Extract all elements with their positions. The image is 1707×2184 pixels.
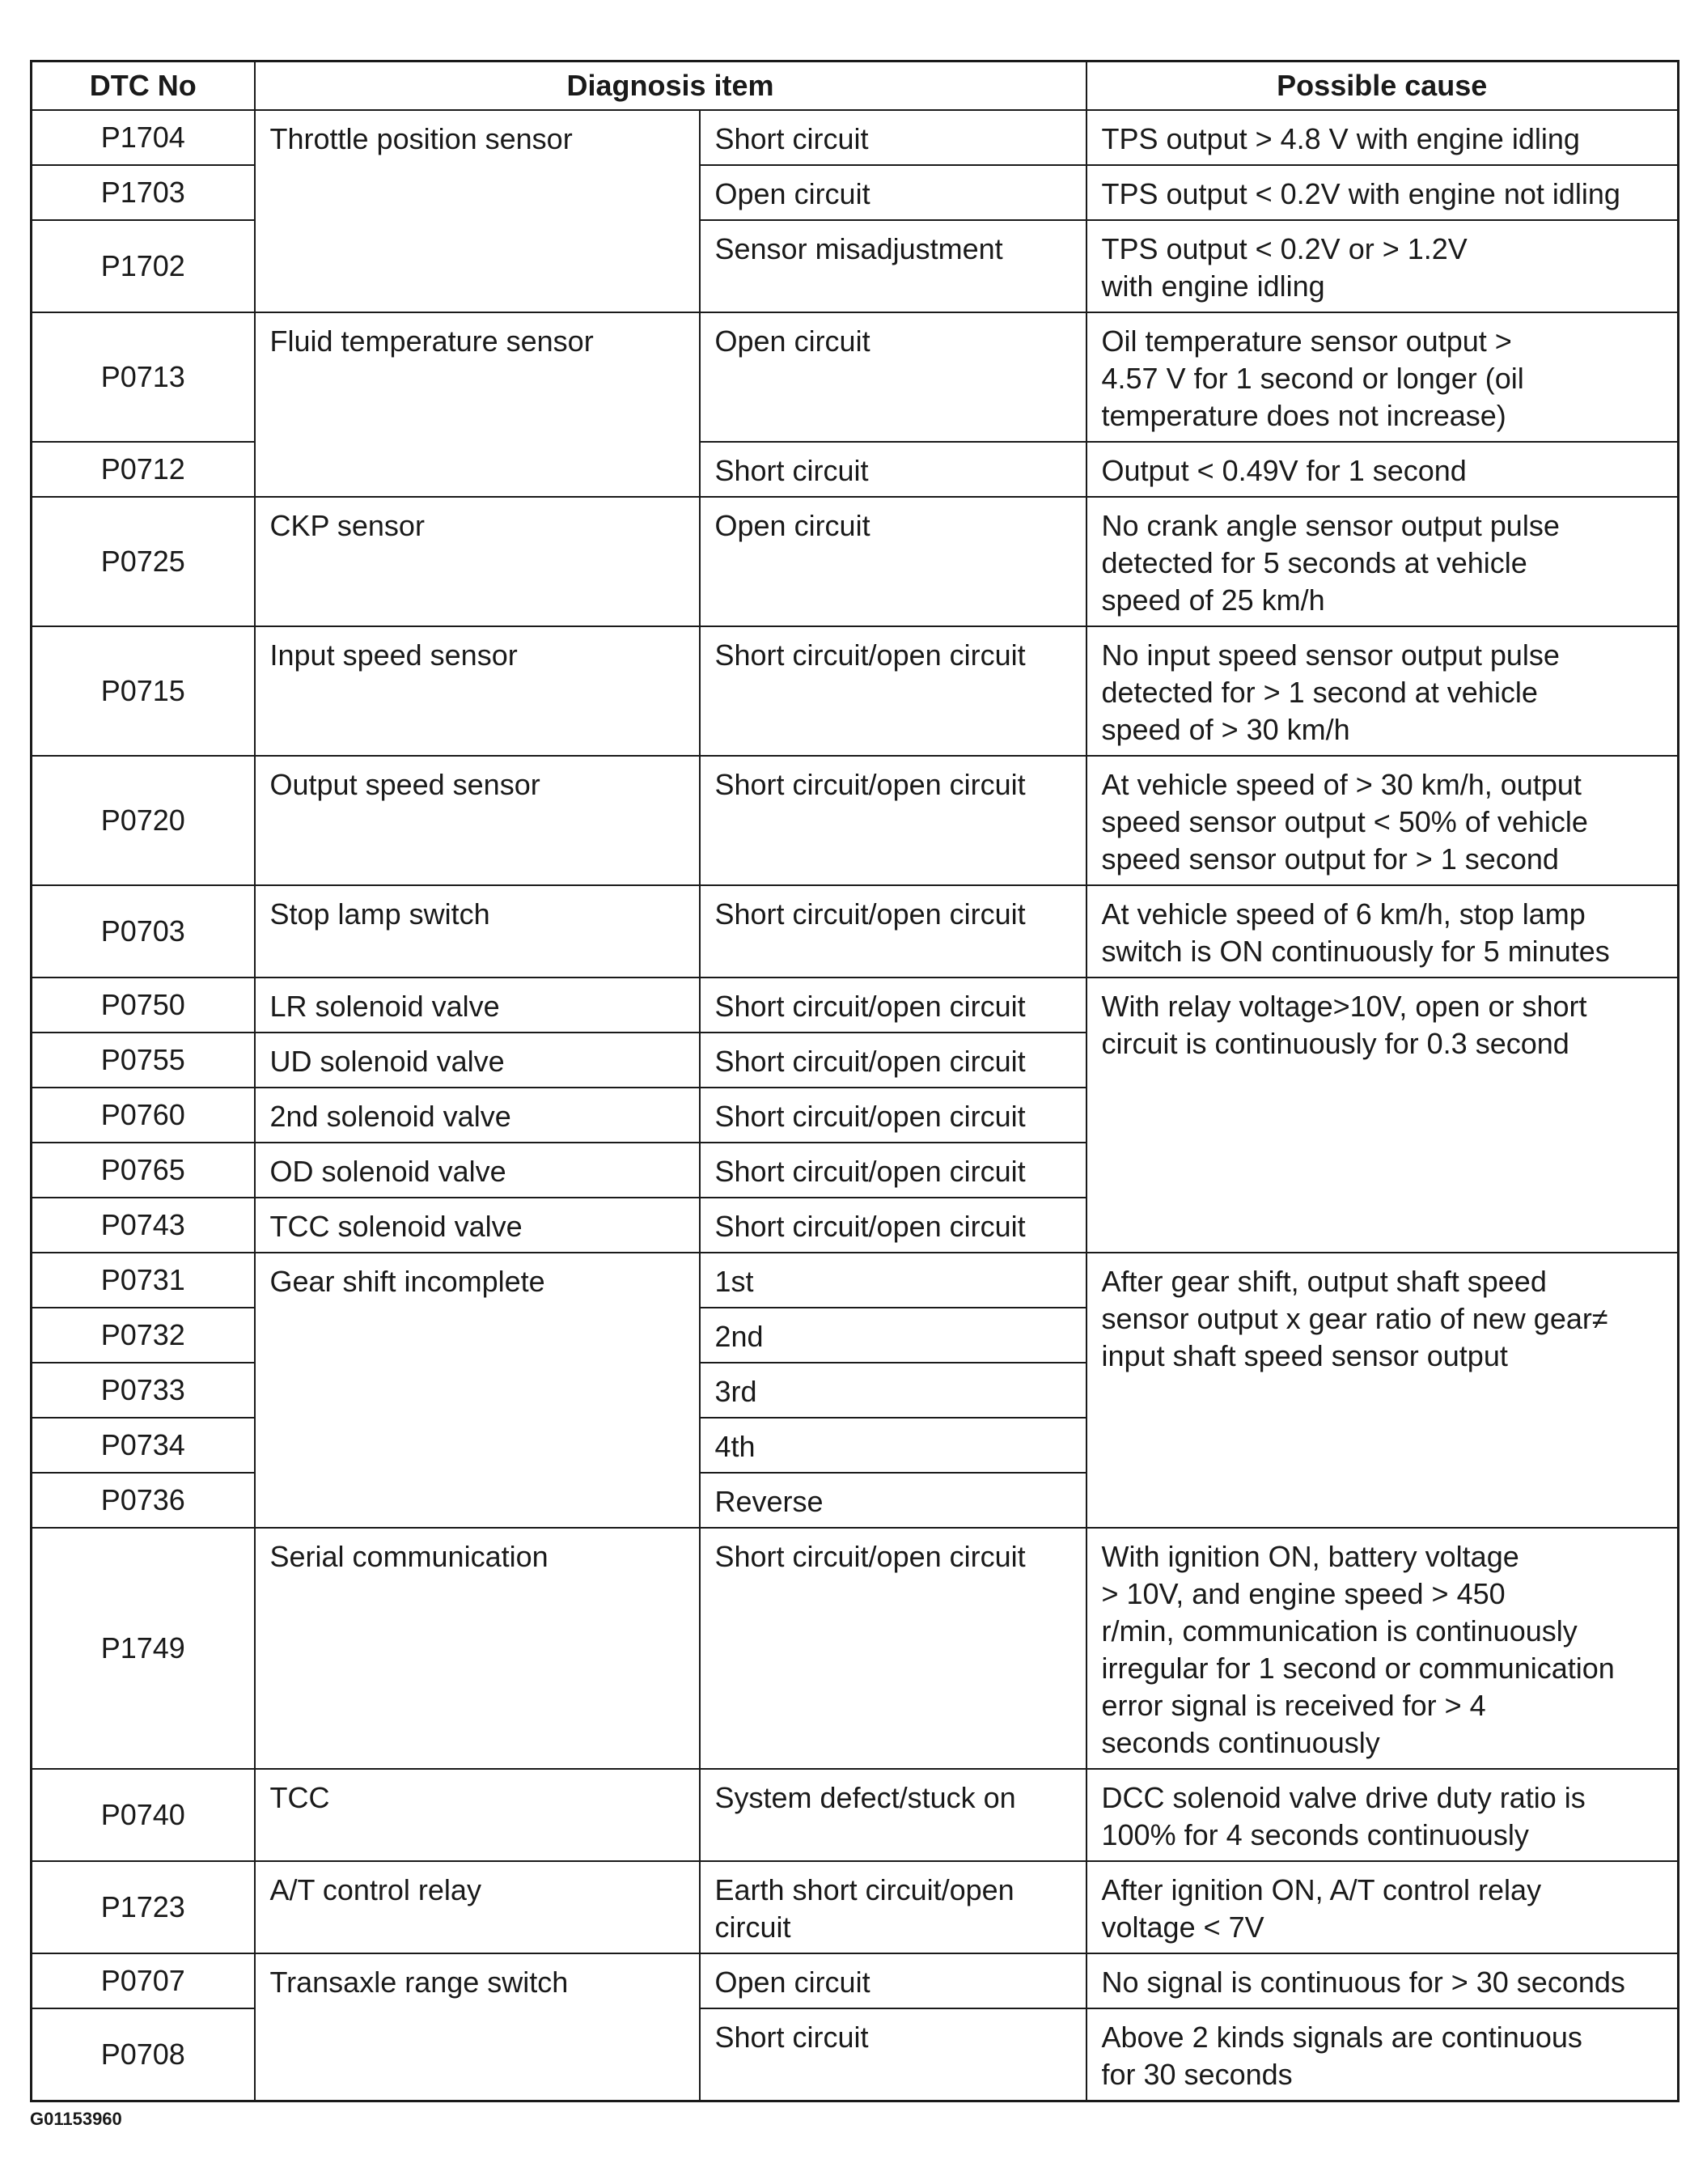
diagnosis-item-cell: Throttle position sensor [255,110,700,312]
possible-cause-cell: No input speed sensor output pulse detected for > 1 second at vehicle speed of > 30 km/h [1086,626,1679,756]
diagnosis-detail-cell: Short circuit [700,2008,1086,2101]
possible-cause-cell: At vehicle speed of 6 km/h, stop lamp switch is ON continuously for 5 minutes [1086,885,1679,977]
possible-cause-cell: Oil temperature sensor output > 4.57 V for 1 second or longer (oil temperature does not increase) [1086,312,1679,442]
dtc-code-cell: P1749 [32,1528,255,1769]
dtc-code-cell: P0708 [32,2008,255,2101]
possible-cause-cell: Output < 0.49V for 1 second [1086,442,1679,497]
dtc-code-cell: P0736 [32,1473,255,1528]
diagnosis-item-cell: Transaxle range switch [255,1953,700,2101]
diagnosis-detail-cell: Short circuit/open circuit [700,756,1086,885]
possible-cause-cell: At vehicle speed of > 30 km/h, output speed sensor output < 50% of vehicle speed sensor output for > 1 second [1086,756,1679,885]
diagnosis-item-cell: Fluid temperature sensor [255,312,700,497]
dtc-sheet [30,60,1679,2102]
dtc-code-cell: P0760 [32,1088,255,1143]
dtc-code-cell: P0731 [32,1253,255,1308]
diagnosis-item-cell: OD solenoid valve [255,1143,700,1198]
diagnosis-detail-cell: Sensor misadjustment [700,220,1086,312]
diagnosis-detail-cell: 2nd [700,1308,1086,1363]
diagnosis-item-cell: Output speed sensor [255,756,700,885]
header-diagnosis-item: Diagnosis item [255,61,1086,111]
table-row [32,1769,1679,1861]
dtc-code-cell: P1703 [32,165,255,220]
possible-cause-cell: No signal is continuous for > 30 seconds [1086,1953,1679,2008]
possible-cause-cell: With relay voltage>10V, open or short circuit is continuously for 0.3 second [1086,977,1679,1253]
figure-code: G01153960 [30,2109,122,2129]
possible-cause-cell: After ignition ON, A/T control relay voltage < 7V [1086,1861,1679,1953]
diagnosis-detail-cell: Short circuit/open circuit [700,1198,1086,1253]
possible-cause-cell: TPS output < 0.2V or > 1.2V with engine idling [1086,220,1679,312]
diagnosis-detail-cell: Short circuit/open circuit [700,1143,1086,1198]
table-header-row [32,61,1679,111]
dtc-table [30,60,1679,2102]
table-row [32,110,1679,165]
diagnosis-detail-cell: Earth short circuit/open circuit [700,1861,1086,1953]
table-body [32,110,1679,2101]
diagnosis-detail-cell: Short circuit/open circuit [700,1528,1086,1769]
table-row [32,1253,1679,1308]
dtc-code-cell: P0703 [32,885,255,977]
table-row [32,756,1679,885]
dtc-code-cell: P0733 [32,1363,255,1418]
dtc-code-cell: P1702 [32,220,255,312]
possible-cause-cell: TPS output > 4.8 V with engine idling [1086,110,1679,165]
dtc-code-cell: P0734 [32,1418,255,1473]
diagnosis-item-cell: UD solenoid valve [255,1033,700,1088]
diagnosis-item-cell: LR solenoid valve [255,977,700,1033]
diagnosis-item-cell: TCC solenoid valve [255,1198,700,1253]
diagnosis-detail-cell: Reverse [700,1473,1086,1528]
diagnosis-item-cell: TCC [255,1769,700,1861]
dtc-code-cell: P0755 [32,1033,255,1088]
possible-cause-cell: TPS output < 0.2V with engine not idling [1086,165,1679,220]
diagnosis-detail-cell: Open circuit [700,497,1086,626]
diagnosis-detail-cell: Short circuit [700,110,1086,165]
diagnosis-detail-cell: Short circuit/open circuit [700,1033,1086,1088]
dtc-code-cell: P0750 [32,977,255,1033]
diagnosis-item-cell: Input speed sensor [255,626,700,756]
table-row [32,977,1679,1033]
possible-cause-cell: With ignition ON, battery voltage > 10V, and engine speed > 450 r/min, communication is continuously irregular for 1 second or communication error signal is received for > 4 seconds continuously [1086,1528,1679,1769]
dtc-code-cell: P0740 [32,1769,255,1861]
possible-cause-cell: DCC solenoid valve drive duty ratio is 100% for 4 seconds continuously [1086,1769,1679,1861]
table-row [32,1861,1679,1953]
table-row [32,497,1679,626]
header-possible-cause: Possible cause [1086,61,1679,111]
diagnosis-detail-cell: Open circuit [700,165,1086,220]
table-row [32,885,1679,977]
table-row [32,312,1679,442]
possible-cause-cell: After gear shift, output shaft speed sensor output x gear ratio of new gear≠ input shaft speed sensor output [1086,1253,1679,1528]
dtc-code-cell: P0712 [32,442,255,497]
diagnosis-item-cell: Serial communication [255,1528,700,1769]
diagnosis-detail-cell: Short circuit/open circuit [700,977,1086,1033]
table-row [32,1953,1679,2008]
dtc-code-cell: P0713 [32,312,255,442]
dtc-code-cell: P0725 [32,497,255,626]
diagnosis-detail-cell: 4th [700,1418,1086,1473]
dtc-code-cell: P0720 [32,756,255,885]
diagnosis-detail-cell: 3rd [700,1363,1086,1418]
diagnosis-detail-cell: Open circuit [700,312,1086,442]
header-dtc-no: DTC No [32,61,255,111]
dtc-code-cell: P1704 [32,110,255,165]
diagnosis-detail-cell: System defect/stuck on [700,1769,1086,1861]
diagnosis-detail-cell: Short circuit/open circuit [700,1088,1086,1143]
possible-cause-cell: Above 2 kinds signals are continuous for 30 seconds [1086,2008,1679,2101]
dtc-code-cell: P0765 [32,1143,255,1198]
diagnosis-item-cell: CKP sensor [255,497,700,626]
diagnosis-detail-cell: Short circuit [700,442,1086,497]
dtc-code-cell: P0743 [32,1198,255,1253]
diagnosis-item-cell: Stop lamp switch [255,885,700,977]
table-row [32,626,1679,756]
diagnosis-detail-cell: Open circuit [700,1953,1086,2008]
diagnosis-item-cell: Gear shift incomplete [255,1253,700,1528]
table-row [32,1528,1679,1769]
dtc-code-cell: P0715 [32,626,255,756]
diagnosis-item-cell: 2nd solenoid valve [255,1088,700,1143]
diagnosis-detail-cell: Short circuit/open circuit [700,885,1086,977]
diagnosis-item-cell: A/T control relay [255,1861,700,1953]
dtc-code-cell: P0732 [32,1308,255,1363]
dtc-code-cell: P0707 [32,1953,255,2008]
diagnosis-detail-cell: 1st [700,1253,1086,1308]
possible-cause-cell: No crank angle sensor output pulse detected for 5 seconds at vehicle speed of 25 km/h [1086,497,1679,626]
diagnosis-detail-cell: Short circuit/open circuit [700,626,1086,756]
dtc-code-cell: P1723 [32,1861,255,1953]
